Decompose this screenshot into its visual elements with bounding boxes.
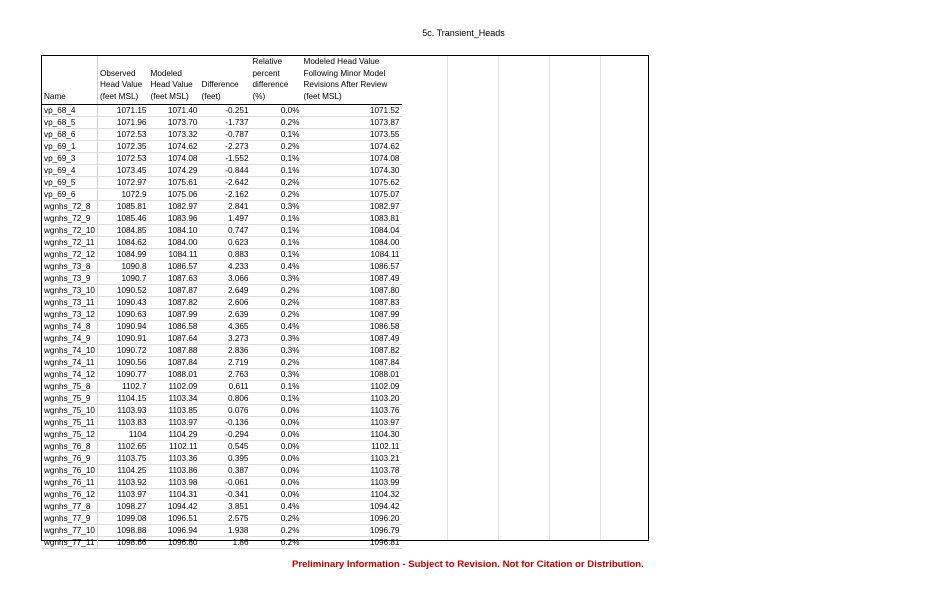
cell-observed[interactable]: 1098.27 [98,500,149,512]
cell-modeled[interactable]: 1103.36 [149,452,200,464]
cell-modeled[interactable]: 1071.40 [149,104,200,116]
cell-observed[interactable]: 1073.45 [98,164,149,176]
table-row [42,344,402,356]
cell-observed[interactable]: 1071.96 [98,116,149,128]
cell-name[interactable]: wgnhs_73_12 [42,308,98,320]
cell-observed[interactable]: 1090.43 [98,296,149,308]
cell-observed[interactable]: 1090.91 [98,332,149,344]
cell-relative-difference[interactable]: 0.1% [251,392,302,404]
cell-modeled[interactable]: 1084.10 [149,224,200,236]
cell-observed[interactable]: 1090.52 [98,284,149,296]
cell-difference[interactable]: 1.938 [200,524,251,536]
cell-relative-difference[interactable]: 0.0% [251,428,302,440]
cell-name[interactable]: vp_69_5 [42,176,98,188]
cell-observed[interactable]: 1072.53 [98,152,149,164]
cell-modeled[interactable]: 1096.94 [149,524,200,536]
cell-observed[interactable]: 1085.81 [98,200,149,212]
cell-name[interactable]: vp_68_4 [42,104,98,116]
cell-name[interactable]: wgnhs_73_8 [42,260,98,272]
grid-line [549,56,550,540]
cell-difference[interactable]: 3.273 [200,332,251,344]
cell-modeled[interactable]: 1103.98 [149,476,200,488]
cell-modeled[interactable]: 1104.31 [149,488,200,500]
cell-observed[interactable]: 1104 [98,428,149,440]
cell-name[interactable]: wgnhs_75_12 [42,428,98,440]
cell-revised-modeled[interactable]: 1103.78 [302,464,402,476]
cell-revised-modeled[interactable]: 1074.30 [302,164,402,176]
header-difference[interactable]: Difference (feet) [200,56,251,104]
cell-observed[interactable]: 1090.72 [98,344,149,356]
cell-observed[interactable]: 1084.85 [98,224,149,236]
cell-name[interactable]: wgnhs_73_11 [42,296,98,308]
cell-observed[interactable]: 1098.88 [98,524,149,536]
cell-modeled[interactable]: 1087.84 [149,356,200,368]
cell-difference[interactable]: 2.719 [200,356,251,368]
cell-difference[interactable]: 4.233 [200,260,251,272]
cell-modeled[interactable]: 1096.80 [149,536,200,548]
table-row [42,188,402,200]
cell-difference[interactable]: 0.395 [200,452,251,464]
cell-difference[interactable]: 4.365 [200,320,251,332]
cell-name[interactable]: vp_69_6 [42,188,98,200]
cell-difference[interactable]: 0.387 [200,464,251,476]
cell-name[interactable]: wgnhs_75_10 [42,404,98,416]
grid-line [447,56,448,540]
header-name[interactable]: Name [42,56,98,104]
cell-difference[interactable]: 2.606 [200,296,251,308]
table-row [42,236,402,248]
cell-revised-modeled[interactable]: 1087.83 [302,296,402,308]
table-row [42,392,402,404]
disclaimer-footer: Preliminary Information - Subject to Revision. Not for Citation or Distribution. [292,559,644,570]
cell-observed[interactable]: 1072.9 [98,188,149,200]
cell-name[interactable]: vp_69_1 [42,140,98,152]
cell-name[interactable]: wgnhs_72_12 [42,248,98,260]
cell-revised-modeled[interactable]: 1087.82 [302,344,402,356]
cell-name[interactable]: wgnhs_76_12 [42,488,98,500]
cell-modeled[interactable]: 1087.82 [149,296,200,308]
cell-revised-modeled[interactable]: 1086.58 [302,320,402,332]
cell-name[interactable]: wgnhs_75_9 [42,392,98,404]
cell-observed[interactable]: 1084.99 [98,248,149,260]
table-row [42,464,402,476]
cell-difference[interactable]: 0.806 [200,392,251,404]
cell-name[interactable]: wgnhs_76_8 [42,440,98,452]
cell-observed[interactable]: 1090.7 [98,272,149,284]
cell-revised-modeled[interactable]: 1084.11 [302,248,402,260]
cell-revised-modeled[interactable]: 1103.99 [302,476,402,488]
cell-relative-difference[interactable]: 0.0% [251,488,302,500]
cell-modeled[interactable]: 1074.08 [149,152,200,164]
cell-name[interactable]: wgnhs_76_11 [42,476,98,488]
cell-revised-modeled[interactable]: 1071.52 [302,104,402,116]
cell-modeled[interactable]: 1102.11 [149,440,200,452]
cell-modeled[interactable]: 1087.63 [149,272,200,284]
cell-revised-modeled[interactable]: 1096.20 [302,512,402,524]
cell-modeled[interactable]: 1087.99 [149,308,200,320]
cell-modeled[interactable]: 1084.11 [149,248,200,260]
cell-observed[interactable]: 1103.97 [98,488,149,500]
cell-relative-difference[interactable]: 0.2% [251,296,302,308]
cell-relative-difference[interactable]: 0.0% [251,416,302,428]
cell-relative-difference[interactable]: 0.3% [251,200,302,212]
cell-difference[interactable]: 0.623 [200,236,251,248]
cell-relative-difference[interactable]: 0.1% [251,236,302,248]
table-row [42,224,402,236]
cell-name[interactable]: vp_68_5 [42,116,98,128]
cell-name[interactable]: vp_69_3 [42,152,98,164]
cell-name[interactable]: wgnhs_72_9 [42,212,98,224]
cell-modeled[interactable]: 1088.01 [149,368,200,380]
grid-line [498,56,499,540]
cell-revised-modeled[interactable]: 1096.79 [302,524,402,536]
table-row [42,176,402,188]
cell-revised-modeled[interactable]: 1094.42 [302,500,402,512]
table-row [42,452,402,464]
cell-relative-difference[interactable]: 0.1% [251,164,302,176]
cell-modeled[interactable]: 1087.64 [149,332,200,344]
cell-revised-modeled[interactable]: 1087.80 [302,284,402,296]
cell-observed[interactable]: 1103.92 [98,476,149,488]
cell-relative-difference[interactable]: 0.4% [251,500,302,512]
cell-name[interactable]: wgnhs_73_9 [42,272,98,284]
cell-revised-modeled[interactable]: 1087.99 [302,308,402,320]
cell-modeled[interactable]: 1083.96 [149,212,200,224]
cell-observed[interactable]: 1104.25 [98,464,149,476]
spreadsheet-area [41,55,649,547]
cell-revised-modeled[interactable]: 1103.97 [302,416,402,428]
cell-name[interactable]: wgnhs_75_8 [42,380,98,392]
cell-revised-modeled[interactable]: 1087.84 [302,356,402,368]
cell-relative-difference[interactable]: 0.1% [251,380,302,392]
cell-revised-modeled[interactable]: 1084.04 [302,224,402,236]
cell-modeled[interactable]: 1084.00 [149,236,200,248]
transient-heads-table [42,56,402,549]
table-row [42,332,402,344]
cell-revised-modeled[interactable]: 1074.08 [302,152,402,164]
cell-observed[interactable]: 1071.15 [98,104,149,116]
cell-observed[interactable]: 1102.7 [98,380,149,392]
table-row [42,116,402,128]
cell-modeled[interactable]: 1073.70 [149,116,200,128]
table-row [42,536,402,548]
cell-difference[interactable]: -1.552 [200,152,251,164]
cell-revised-modeled[interactable]: 1083.81 [302,212,402,224]
cell-name[interactable]: wgnhs_77_8 [42,500,98,512]
cell-difference[interactable]: 0.076 [200,404,251,416]
cell-name[interactable]: wgnhs_72_8 [42,200,98,212]
table-row [42,416,402,428]
cell-relative-difference[interactable]: 0.2% [251,188,302,200]
table-row [42,440,402,452]
cell-difference[interactable]: 2.836 [200,344,251,356]
cell-difference[interactable]: -2.642 [200,176,251,188]
cell-modeled[interactable]: 1103.85 [149,404,200,416]
cell-modeled[interactable]: 1086.57 [149,260,200,272]
cell-difference[interactable]: 2.763 [200,368,251,380]
cell-relative-difference[interactable]: 0.1% [251,152,302,164]
cell-observed[interactable]: 1090.8 [98,260,149,272]
cell-relative-difference[interactable]: 0.3% [251,368,302,380]
cell-modeled[interactable]: 1087.88 [149,344,200,356]
cell-difference[interactable]: -0.061 [200,476,251,488]
table-row [42,296,402,308]
cell-difference[interactable]: 0.747 [200,224,251,236]
cell-modeled[interactable]: 1094.42 [149,500,200,512]
cell-revised-modeled[interactable]: 1073.55 [302,128,402,140]
table-row [42,140,402,152]
cell-revised-modeled[interactable]: 1075.62 [302,176,402,188]
cell-revised-modeled[interactable]: 1102.09 [302,380,402,392]
cell-observed[interactable]: 1103.93 [98,404,149,416]
cell-relative-difference[interactable]: 0.2% [251,308,302,320]
cell-observed[interactable]: 1098.66 [98,536,149,548]
cell-name[interactable]: wgnhs_74_11 [42,356,98,368]
table-row [42,524,402,536]
cell-name[interactable]: wgnhs_72_11 [42,236,98,248]
table-row [42,128,402,140]
cell-difference[interactable]: 1.86 [200,536,251,548]
cell-observed[interactable]: 1084.62 [98,236,149,248]
table-row [42,512,402,524]
table-row [42,152,402,164]
cell-revised-modeled[interactable]: 1084.00 [302,236,402,248]
cell-revised-modeled[interactable]: 1104.30 [302,428,402,440]
cell-difference[interactable]: -0.844 [200,164,251,176]
cell-revised-modeled[interactable]: 1088.01 [302,368,402,380]
cell-revised-modeled[interactable]: 1074.62 [302,140,402,152]
table-row [42,356,402,368]
cell-relative-difference[interactable]: 0.0% [251,404,302,416]
cell-revised-modeled[interactable]: 1086.57 [302,260,402,272]
cell-revised-modeled[interactable]: 1082.97 [302,200,402,212]
cell-relative-difference[interactable]: 0.4% [251,260,302,272]
grid-line [600,56,601,540]
cell-difference[interactable]: 2.639 [200,308,251,320]
cell-relative-difference[interactable]: 0.0% [251,476,302,488]
cell-relative-difference[interactable]: 0.0% [251,464,302,476]
table-row [42,380,402,392]
cell-revised-modeled[interactable]: 1103.21 [302,452,402,464]
table-row [42,104,402,116]
table-row [42,200,402,212]
cell-observed[interactable]: 1085.46 [98,212,149,224]
cell-name[interactable]: wgnhs_74_9 [42,332,98,344]
cell-difference[interactable]: 3.066 [200,272,251,284]
cell-difference[interactable]: -0.341 [200,488,251,500]
cell-relative-difference[interactable]: 0.3% [251,344,302,356]
cell-difference[interactable]: -2.273 [200,140,251,152]
cell-relative-difference[interactable]: 0.1% [251,248,302,260]
cell-modeled[interactable]: 1087.87 [149,284,200,296]
cell-observed[interactable]: 1099.08 [98,512,149,524]
cell-relative-difference[interactable]: 0.4% [251,320,302,332]
cell-relative-difference[interactable]: 0.1% [251,212,302,224]
cell-relative-difference[interactable]: 0.0% [251,440,302,452]
table-row [42,272,402,284]
cell-relative-difference[interactable]: 0.2% [251,116,302,128]
header-row [42,56,402,104]
cell-modeled[interactable]: 1075.61 [149,176,200,188]
cell-relative-difference[interactable]: 0.3% [251,332,302,344]
cell-name[interactable]: wgnhs_76_10 [42,464,98,476]
cell-observed[interactable]: 1090.77 [98,368,149,380]
cell-revised-modeled[interactable]: 1103.76 [302,404,402,416]
cell-difference[interactable]: 1.497 [200,212,251,224]
cell-name[interactable]: wgnhs_74_8 [42,320,98,332]
cell-name[interactable]: wgnhs_77_9 [42,512,98,524]
cell-revised-modeled[interactable]: 1102.11 [302,440,402,452]
cell-revised-modeled[interactable]: 1075.07 [302,188,402,200]
cell-observed[interactable]: 1090.56 [98,356,149,368]
cell-observed[interactable]: 1090.94 [98,320,149,332]
cell-relative-difference[interactable]: 0.2% [251,284,302,296]
cell-observed[interactable]: 1072.53 [98,128,149,140]
table-row [42,248,402,260]
cell-observed[interactable]: 1102.65 [98,440,149,452]
table-row [42,488,402,500]
cell-difference[interactable]: -0.787 [200,128,251,140]
table-row [42,308,402,320]
table-row [42,320,402,332]
header-observed[interactable]: Observed Head Value (feet MSL) [98,56,149,104]
cell-name[interactable]: vp_69_4 [42,164,98,176]
cell-modeled[interactable]: 1074.29 [149,164,200,176]
cell-observed[interactable]: 1104.15 [98,392,149,404]
cell-revised-modeled[interactable]: 1096.81 [302,536,402,548]
table-row [42,260,402,272]
cell-modeled[interactable]: 1075.06 [149,188,200,200]
table-row [42,368,402,380]
cell-observed[interactable]: 1072.97 [98,176,149,188]
cell-name[interactable]: wgnhs_77_10 [42,524,98,536]
cell-relative-difference[interactable]: 0.2% [251,356,302,368]
table-row [42,164,402,176]
cell-difference[interactable]: -0.251 [200,104,251,116]
cell-difference[interactable]: 2.649 [200,284,251,296]
cell-relative-difference[interactable]: 0.0% [251,104,302,116]
cell-difference[interactable]: 0.545 [200,440,251,452]
cell-name[interactable]: wgnhs_74_12 [42,368,98,380]
cell-difference[interactable]: 0.611 [200,380,251,392]
cell-observed[interactable]: 1090.63 [98,308,149,320]
cell-relative-difference[interactable]: 0.2% [251,524,302,536]
cell-difference[interactable]: 2.841 [200,200,251,212]
cell-difference[interactable]: 0.883 [200,248,251,260]
table-row [42,212,402,224]
cell-relative-difference[interactable]: 0.2% [251,536,302,548]
cell-revised-modeled[interactable]: 1103.20 [302,392,402,404]
table-row [42,428,402,440]
cell-revised-modeled[interactable]: 1104.32 [302,488,402,500]
table-row [42,476,402,488]
cell-modeled[interactable]: 1104.29 [149,428,200,440]
table-row [42,500,402,512]
cell-name[interactable]: wgnhs_77_11 [42,536,98,548]
cell-name[interactable]: vp_68_6 [42,128,98,140]
cell-relative-difference[interactable]: 0.3% [251,272,302,284]
cell-revised-modeled[interactable]: 1073.87 [302,116,402,128]
sheet-title: 5c. Transient_Heads [422,28,505,38]
cell-relative-difference[interactable]: 0.2% [251,512,302,524]
header-relative-difference[interactable]: Relative percent difference (%) [251,56,302,104]
cell-modeled[interactable]: 1082.97 [149,200,200,212]
cell-revised-modeled[interactable]: 1087.49 [302,332,402,344]
cell-modeled[interactable]: 1102.09 [149,380,200,392]
cell-difference[interactable]: -2.162 [200,188,251,200]
cell-relative-difference[interactable]: 0.2% [251,176,302,188]
cell-modeled[interactable]: 1086.58 [149,320,200,332]
cell-name[interactable]: wgnhs_72_10 [42,224,98,236]
cell-relative-difference[interactable]: 0.1% [251,224,302,236]
cell-relative-difference[interactable]: 0.1% [251,128,302,140]
cell-name[interactable]: wgnhs_73_10 [42,284,98,296]
cell-name[interactable]: wgnhs_76_9 [42,452,98,464]
cell-observed[interactable]: 1072.35 [98,140,149,152]
header-revised-modeled[interactable]: Modeled Head Value Following Minor Model Revisions After Review (feet MSL) [302,56,402,104]
table-row [42,284,402,296]
cell-modeled[interactable]: 1074.62 [149,140,200,152]
cell-difference[interactable]: 3.851 [200,500,251,512]
cell-difference[interactable]: 2.575 [200,512,251,524]
table-row [42,404,402,416]
cell-modeled[interactable]: 1096.51 [149,512,200,524]
cell-modeled[interactable]: 1103.97 [149,416,200,428]
cell-observed[interactable]: 1103.83 [98,416,149,428]
cell-modeled[interactable]: 1073.32 [149,128,200,140]
cell-relative-difference[interactable]: 0.0% [251,452,302,464]
cell-modeled[interactable]: 1103.86 [149,464,200,476]
cell-modeled[interactable]: 1103.34 [149,392,200,404]
cell-observed[interactable]: 1103.75 [98,452,149,464]
header-modeled[interactable]: Modeled Head Value (feet MSL) [149,56,200,104]
cell-name[interactable]: wgnhs_74_10 [42,344,98,356]
cell-difference[interactable]: -0.136 [200,416,251,428]
cell-revised-modeled[interactable]: 1087.49 [302,272,402,284]
cell-name[interactable]: wgnhs_75_11 [42,416,98,428]
cell-difference[interactable]: -1.737 [200,116,251,128]
cell-relative-difference[interactable]: 0.2% [251,140,302,152]
cell-difference[interactable]: -0.294 [200,428,251,440]
